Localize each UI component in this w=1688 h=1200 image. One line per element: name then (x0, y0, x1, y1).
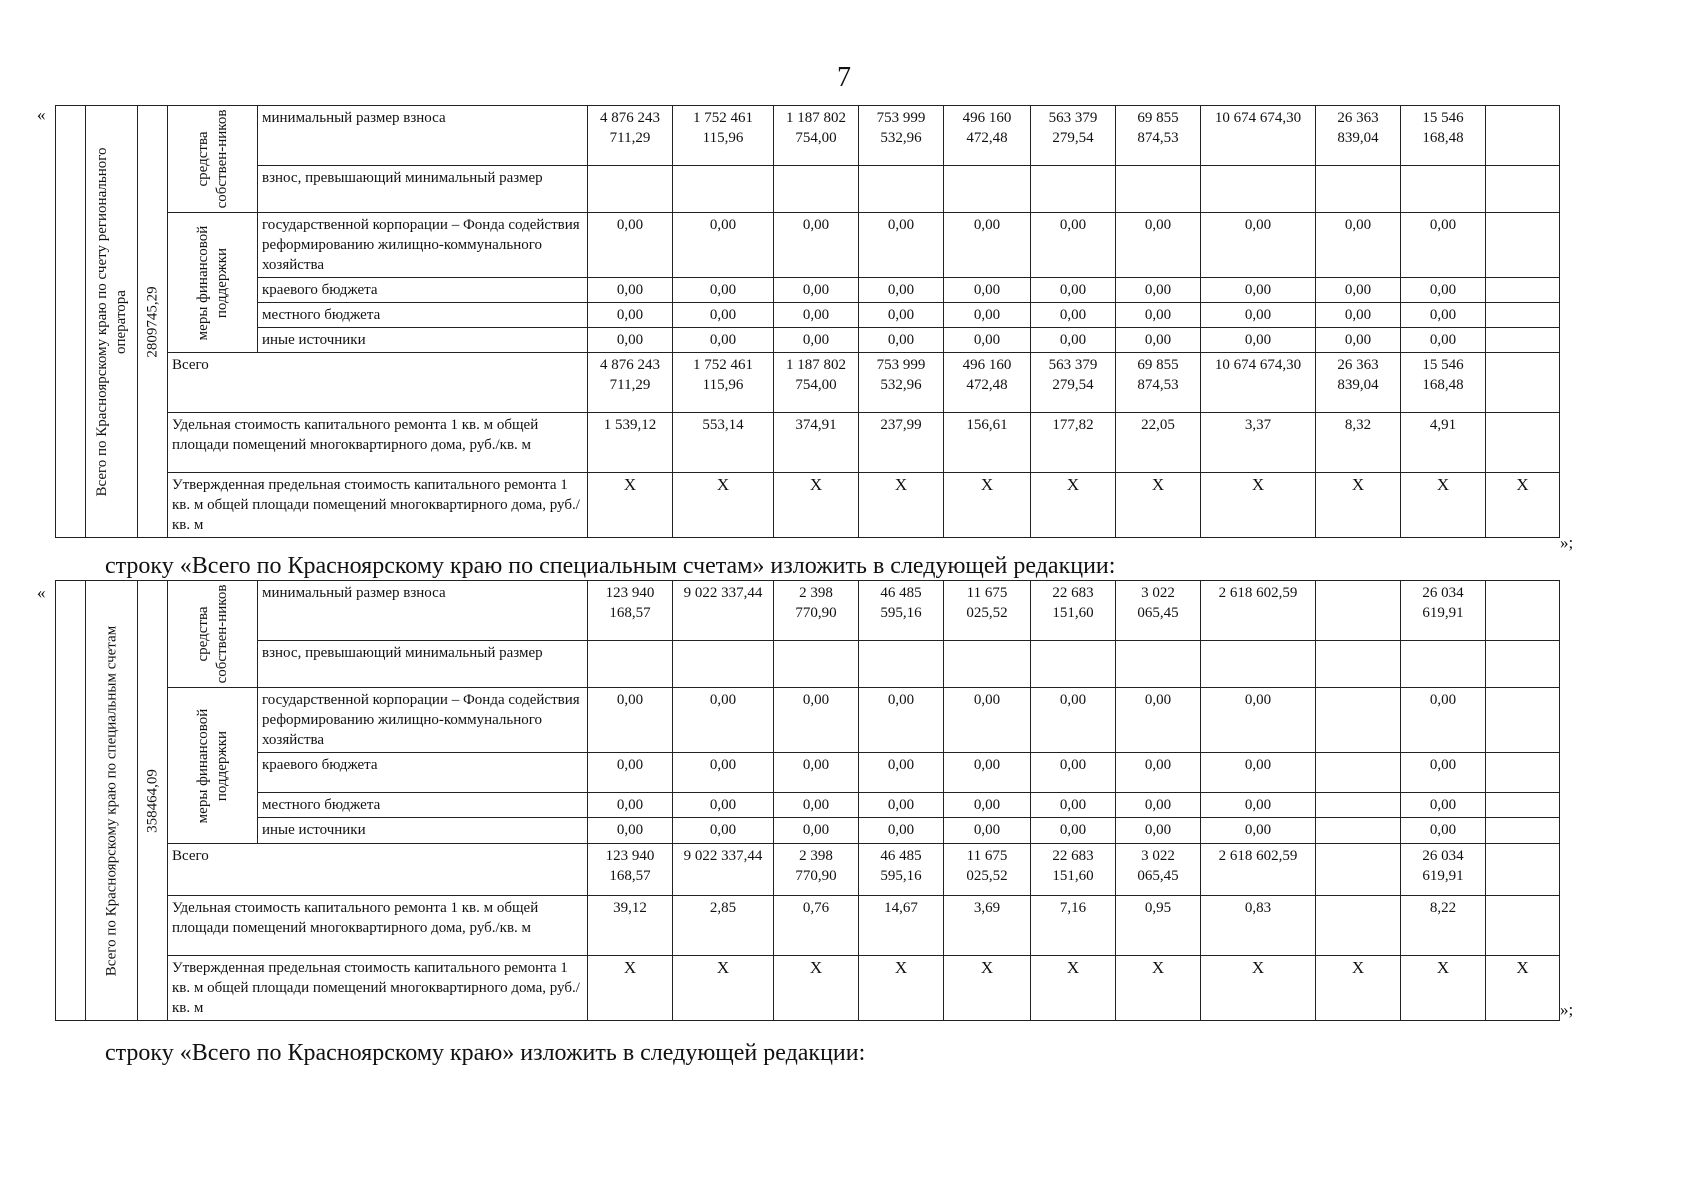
value-cell: 3,69 (944, 896, 1031, 956)
row-label-other_sources: иные источники (258, 328, 588, 353)
value-cell: 0,00 (774, 753, 859, 793)
value-cell: 7,16 (1031, 896, 1116, 956)
total-title-cell-text: Всего по Красноярскому краю по счету регионального оператора (93, 146, 129, 497)
value-cell: 0,00 (1401, 328, 1486, 353)
value-cell: 0,00 (1401, 303, 1486, 328)
value-cell: 0,00 (1201, 213, 1316, 278)
value-cell (1316, 166, 1401, 213)
value-cell (588, 166, 673, 213)
value-cell: 0,00 (1031, 328, 1116, 353)
value-cell: X (774, 473, 859, 538)
value-cell: 26 034 619,91 (1401, 581, 1486, 641)
value-cell: 0,00 (859, 278, 944, 303)
value-cell: 11 675 025,52 (944, 581, 1031, 641)
row-label-min_contribution: минимальный размер взноса (258, 581, 588, 641)
value-cell (1486, 793, 1560, 818)
value-cell: 0,00 (1401, 793, 1486, 818)
value-cell: 2,85 (673, 896, 774, 956)
value-cell: 0,00 (1116, 303, 1201, 328)
value-cell: 26 034 619,91 (1401, 844, 1486, 896)
special-accounts-table (55, 580, 1560, 1021)
value-cell: 39,12 (588, 896, 673, 956)
close-quote-2: »; (1560, 1000, 1574, 1019)
value-cell: 237,99 (859, 413, 944, 473)
value-cell: 4 876 243 711,29 (588, 353, 673, 413)
value-cell (673, 166, 774, 213)
value-cell: X (1031, 473, 1116, 538)
value-cell (1116, 166, 1201, 213)
total-area-cell-text: 2809745,29 (144, 285, 160, 358)
value-cell: 0,00 (859, 818, 944, 844)
value-cell: 753 999 532,96 (859, 106, 944, 166)
value-cell: 22 683 151,60 (1031, 844, 1116, 896)
row-label-regional_budget: краевого бюджета (258, 753, 588, 793)
value-cell: 0,00 (588, 793, 673, 818)
owner-funds-group-text: средства собствен-ников (194, 109, 230, 209)
value-cell: 0,00 (1401, 688, 1486, 753)
table-row (56, 106, 1560, 166)
value-cell: 496 160 472,48 (944, 106, 1031, 166)
value-cell: 2 618 602,59 (1201, 844, 1316, 896)
value-cell: 0,00 (673, 328, 774, 353)
value-cell: 0,00 (859, 753, 944, 793)
row-label-state_corporation: государственной корпорации – Фонда содействия реформированию жилищно-коммунального хозяйства (258, 688, 588, 753)
value-cell: 0,00 (1316, 213, 1401, 278)
value-cell: 4,91 (1401, 413, 1486, 473)
value-cell: 0,00 (588, 213, 673, 278)
value-cell: 0,00 (1401, 213, 1486, 278)
total-area-cell (138, 106, 168, 538)
value-cell (1486, 353, 1560, 413)
row-label-state_corporation: государственной корпорации – Фонда содействия реформированию жилищно-коммунального хозяйства (258, 213, 588, 278)
value-cell: 0,83 (1201, 896, 1316, 956)
value-cell: 69 855 874,53 (1116, 353, 1201, 413)
row-label-approved_max_cost: Утвержденная предельная стоимость капитального ремонта 1 кв. м общей площади помещений многоквартирного дома, руб./кв. м (168, 956, 588, 1021)
value-cell: 0,00 (673, 303, 774, 328)
value-cell: 553,14 (673, 413, 774, 473)
value-cell: 46 485 595,16 (859, 844, 944, 896)
value-cell (1486, 844, 1560, 896)
value-cell: X (859, 473, 944, 538)
value-cell: 8,22 (1401, 896, 1486, 956)
value-cell (1201, 641, 1316, 688)
value-cell: 0,95 (1116, 896, 1201, 956)
table-row (56, 844, 1560, 896)
value-cell (1031, 166, 1116, 213)
value-cell (1316, 896, 1401, 956)
value-cell: X (944, 956, 1031, 1021)
table-row (56, 278, 1560, 303)
value-cell: X (1201, 956, 1316, 1021)
value-cell: X (1316, 473, 1401, 538)
value-cell: 69 855 874,53 (1116, 106, 1201, 166)
value-cell: 563 379 279,54 (1031, 353, 1116, 413)
value-cell: 0,00 (774, 303, 859, 328)
row-label-local_budget: местного бюджета (258, 303, 588, 328)
value-cell: 0,00 (774, 328, 859, 353)
value-cell: 123 940 168,57 (588, 844, 673, 896)
row-label-unit_cost: Удельная стоимость капитального ремонта 1 кв. м общей площади помещений многоквартирного дома, руб./кв. м (168, 413, 588, 473)
value-cell (1486, 688, 1560, 753)
value-cell: 496 160 472,48 (944, 353, 1031, 413)
value-cell: 1 187 802 754,00 (774, 353, 859, 413)
value-cell: 753 999 532,96 (859, 353, 944, 413)
row-label-other_sources: иные источники (258, 818, 588, 844)
value-cell: X (1486, 956, 1560, 1021)
value-cell (673, 641, 774, 688)
value-cell (1486, 278, 1560, 303)
value-cell: 0,00 (944, 303, 1031, 328)
value-cell (1201, 166, 1316, 213)
value-cell: X (1486, 473, 1560, 538)
value-cell (859, 641, 944, 688)
value-cell: 11 675 025,52 (944, 844, 1031, 896)
value-cell: 2 398 770,90 (774, 844, 859, 896)
value-cell: 0,00 (1116, 688, 1201, 753)
total-title-cell (86, 581, 138, 1021)
value-cell: 0,00 (1201, 278, 1316, 303)
value-cell: 1 752 461 115,96 (673, 353, 774, 413)
value-cell: 0,00 (1201, 688, 1316, 753)
blank-column (56, 106, 86, 538)
table-row (56, 413, 1560, 473)
total-title-cell-text: Всего по Красноярскому краю по специальным счетам (103, 625, 119, 976)
value-cell (774, 166, 859, 213)
value-cell (774, 641, 859, 688)
value-cell: 0,00 (1116, 213, 1201, 278)
value-cell: 0,00 (1401, 818, 1486, 844)
value-cell: 0,00 (774, 278, 859, 303)
value-cell (1116, 641, 1201, 688)
value-cell: 46 485 595,16 (859, 581, 944, 641)
row-label-local_budget: местного бюджета (258, 793, 588, 818)
value-cell: X (1401, 956, 1486, 1021)
value-cell (1401, 166, 1486, 213)
value-cell: 0,00 (1031, 793, 1116, 818)
table-row (56, 896, 1560, 956)
value-cell (944, 166, 1031, 213)
support-measures-group-text: меры финансовой поддержки (194, 225, 230, 340)
value-cell: 0,00 (1031, 688, 1116, 753)
table-row (56, 818, 1560, 844)
table-row (56, 353, 1560, 413)
table-row (56, 581, 1560, 641)
open-quote-1: « (37, 105, 46, 124)
value-cell: 9 022 337,44 (673, 581, 774, 641)
row-label-total: Всего (168, 844, 588, 896)
value-cell: 2 398 770,90 (774, 581, 859, 641)
value-cell: 0,00 (588, 688, 673, 753)
value-cell: 14,67 (859, 896, 944, 956)
value-cell: 123 940 168,57 (588, 581, 673, 641)
table-row (56, 793, 1560, 818)
value-cell: 15 546 168,48 (1401, 353, 1486, 413)
value-cell: X (944, 473, 1031, 538)
value-cell: X (1116, 956, 1201, 1021)
table-row (56, 641, 1560, 688)
value-cell (1486, 328, 1560, 353)
table-row (56, 328, 1560, 353)
value-cell: 0,00 (1116, 793, 1201, 818)
value-cell: 3 022 065,45 (1116, 581, 1201, 641)
value-cell: 26 363 839,04 (1316, 106, 1401, 166)
value-cell (1486, 896, 1560, 956)
value-cell: X (1031, 956, 1116, 1021)
value-cell: X (1116, 473, 1201, 538)
value-cell: 10 674 674,30 (1201, 106, 1316, 166)
value-cell: X (1201, 473, 1316, 538)
value-cell: 0,00 (944, 793, 1031, 818)
table-row (56, 753, 1560, 793)
row-label-approved_max_cost: Утвержденная предельная стоимость капитального ремонта 1 кв. м общей площади помещений многоквартирного дома, руб./кв. м (168, 473, 588, 538)
value-cell: 0,00 (1031, 303, 1116, 328)
value-cell: 1 539,12 (588, 413, 673, 473)
value-cell: 0,00 (1201, 818, 1316, 844)
instruction-text-1: строку «Всего по Красноярскому краю по специальным счетам» изложить в следующей редакции: (105, 553, 1116, 579)
value-cell: 0,00 (859, 328, 944, 353)
value-cell (1401, 641, 1486, 688)
value-cell: 0,00 (859, 688, 944, 753)
value-cell: 0,00 (1116, 328, 1201, 353)
value-cell (1316, 688, 1401, 753)
value-cell: 3 022 065,45 (1116, 844, 1201, 896)
value-cell: X (774, 956, 859, 1021)
table-row (56, 166, 1560, 213)
value-cell: 0,00 (1116, 753, 1201, 793)
value-cell: 1 187 802 754,00 (774, 106, 859, 166)
total-title-cell (86, 106, 138, 538)
value-cell: 0,00 (588, 753, 673, 793)
value-cell: 0,00 (588, 328, 673, 353)
value-cell: 22,05 (1116, 413, 1201, 473)
support-measures-group-text: меры финансовой поддержки (194, 708, 230, 823)
value-cell: 0,00 (774, 688, 859, 753)
value-cell: 0,00 (774, 818, 859, 844)
value-cell (1486, 213, 1560, 278)
value-cell: 0,00 (859, 213, 944, 278)
value-cell: 0,00 (1401, 753, 1486, 793)
total-area-cell (138, 581, 168, 1021)
value-cell: 563 379 279,54 (1031, 106, 1116, 166)
value-cell: X (673, 473, 774, 538)
value-cell (1486, 303, 1560, 328)
value-cell (1316, 581, 1401, 641)
close-quote-1: »; (1560, 533, 1574, 552)
total-area-cell-text: 358464,09 (144, 768, 160, 833)
table-row (56, 213, 1560, 278)
row-label-min_contribution: минимальный размер взноса (258, 106, 588, 166)
value-cell: 0,00 (1201, 793, 1316, 818)
value-cell: X (1401, 473, 1486, 538)
value-cell (1316, 844, 1401, 896)
page-number: 7 (837, 62, 851, 93)
value-cell: X (859, 956, 944, 1021)
value-cell: X (1316, 956, 1401, 1021)
value-cell: 0,00 (774, 213, 859, 278)
value-cell: 4 876 243 711,29 (588, 106, 673, 166)
value-cell: 0,00 (673, 793, 774, 818)
value-cell: 0,00 (1316, 278, 1401, 303)
value-cell: 0,00 (944, 818, 1031, 844)
blank-column (56, 581, 86, 1021)
owner-funds-group (168, 106, 258, 213)
value-cell: 0,00 (673, 818, 774, 844)
table-row (56, 303, 1560, 328)
value-cell (944, 641, 1031, 688)
value-cell: 0,00 (944, 753, 1031, 793)
value-cell: 0,00 (1031, 753, 1116, 793)
row-label-regional_budget: краевого бюджета (258, 278, 588, 303)
value-cell: 0,00 (944, 278, 1031, 303)
value-cell: 177,82 (1031, 413, 1116, 473)
table-row (56, 956, 1560, 1021)
value-cell: 0,00 (588, 818, 673, 844)
value-cell: 2 618 602,59 (1201, 581, 1316, 641)
owner-funds-group-text: средства собствен-ников (194, 584, 230, 684)
value-cell: 0,76 (774, 896, 859, 956)
value-cell (1031, 641, 1116, 688)
row-label-excess_contribution: взнос, превышающий минимальный размер (258, 166, 588, 213)
value-cell (588, 641, 673, 688)
value-cell: 0,00 (1031, 818, 1116, 844)
value-cell: 0,00 (859, 303, 944, 328)
value-cell: 0,00 (1201, 328, 1316, 353)
value-cell: 0,00 (1116, 278, 1201, 303)
value-cell (1486, 166, 1560, 213)
row-label-unit_cost: Удельная стоимость капитального ремонта 1 кв. м общей площади помещений многоквартирного дома, руб./кв. м (168, 896, 588, 956)
value-cell: 3,37 (1201, 413, 1316, 473)
value-cell (1486, 413, 1560, 473)
owner-funds-group (168, 581, 258, 688)
value-cell: 0,00 (859, 793, 944, 818)
value-cell (1316, 818, 1401, 844)
value-cell: 0,00 (774, 793, 859, 818)
value-cell: X (588, 473, 673, 538)
value-cell: 0,00 (1316, 303, 1401, 328)
value-cell: 15 546 168,48 (1401, 106, 1486, 166)
value-cell: 0,00 (1316, 328, 1401, 353)
value-cell: 8,32 (1316, 413, 1401, 473)
value-cell: 374,91 (774, 413, 859, 473)
value-cell: 0,00 (673, 278, 774, 303)
regional-operator-table (55, 105, 1560, 538)
support-measures-group (168, 213, 258, 353)
value-cell (1486, 753, 1560, 793)
value-cell: 1 752 461 115,96 (673, 106, 774, 166)
value-cell: 10 674 674,30 (1201, 353, 1316, 413)
value-cell (1316, 753, 1401, 793)
value-cell: 0,00 (588, 278, 673, 303)
value-cell: 9 022 337,44 (673, 844, 774, 896)
value-cell (1316, 793, 1401, 818)
value-cell: 0,00 (1401, 278, 1486, 303)
value-cell: 22 683 151,60 (1031, 581, 1116, 641)
value-cell: 0,00 (944, 688, 1031, 753)
value-cell: 0,00 (673, 753, 774, 793)
value-cell (1316, 641, 1401, 688)
value-cell (1486, 818, 1560, 844)
value-cell: 0,00 (944, 213, 1031, 278)
open-quote-2: « (37, 583, 46, 602)
value-cell: X (673, 956, 774, 1021)
value-cell: 0,00 (1201, 753, 1316, 793)
table-row (56, 473, 1560, 538)
instruction-text-2: строку «Всего по Красноярскому краю» изложить в следующей редакции: (105, 1040, 866, 1066)
value-cell: 26 363 839,04 (1316, 353, 1401, 413)
value-cell: 0,00 (944, 328, 1031, 353)
value-cell: 0,00 (588, 303, 673, 328)
value-cell (1486, 641, 1560, 688)
value-cell: 0,00 (1116, 818, 1201, 844)
value-cell: X (588, 956, 673, 1021)
value-cell: 0,00 (1031, 278, 1116, 303)
row-label-excess_contribution: взнос, превышающий минимальный размер (258, 641, 588, 688)
value-cell: 0,00 (673, 213, 774, 278)
value-cell: 0,00 (1201, 303, 1316, 328)
value-cell: 0,00 (673, 688, 774, 753)
value-cell (1486, 106, 1560, 166)
value-cell (859, 166, 944, 213)
support-measures-group (168, 688, 258, 844)
value-cell: 0,00 (1031, 213, 1116, 278)
value-cell (1486, 581, 1560, 641)
table-row (56, 688, 1560, 753)
row-label-total: Всего (168, 353, 588, 413)
value-cell: 156,61 (944, 413, 1031, 473)
